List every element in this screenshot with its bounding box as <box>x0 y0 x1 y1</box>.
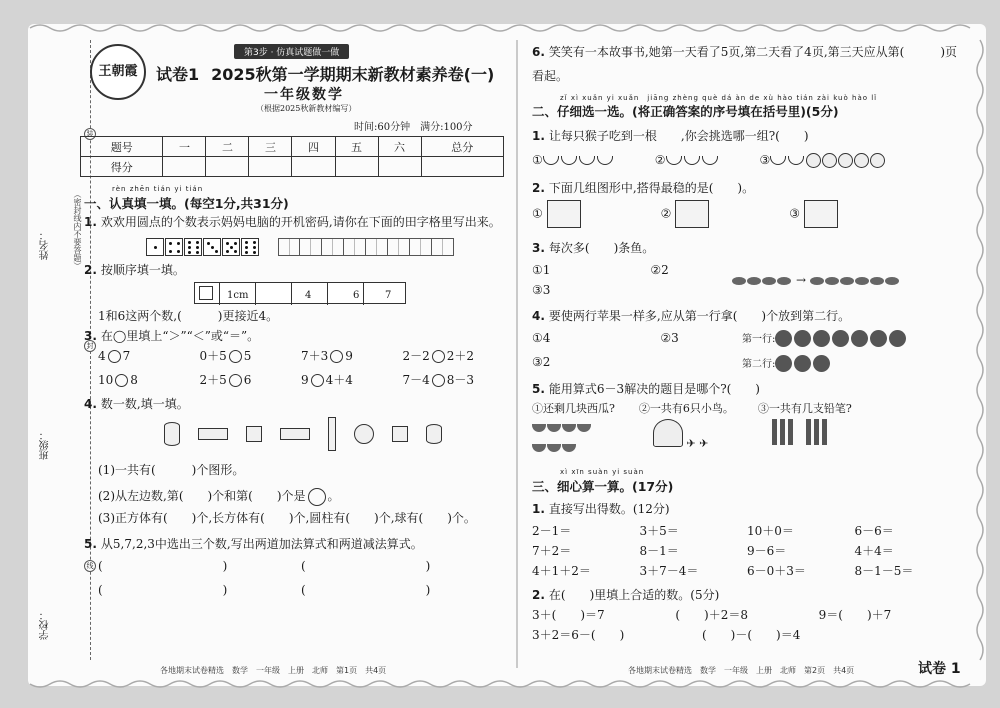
pencil-icon <box>814 419 819 445</box>
apple-row-label: 第一行: <box>742 334 776 345</box>
score-blank[interactable] <box>206 157 249 177</box>
watermelon-icon <box>562 444 576 452</box>
option-3[interactable]: ③3 <box>532 283 551 297</box>
section-3-pinyin: xì xīn suàn yi suàn <box>560 468 645 476</box>
step-banner: 第3步 · 仿真试题做一做 <box>234 44 349 59</box>
answer-grid-cell[interactable] <box>300 238 322 256</box>
monkey-icon <box>854 153 869 168</box>
score-cell: 题号 <box>81 137 163 157</box>
compare-item: 9 4＋4 <box>301 373 353 387</box>
question-text: (2)从左边数,第( )个和第( )个是 <box>98 489 306 503</box>
equation-blank[interactable]: ( ) <box>98 583 228 597</box>
sphere-icon <box>308 488 326 506</box>
fish-figure: → <box>732 270 900 290</box>
option-2[interactable]: ②2 <box>650 263 669 277</box>
banana-icon <box>561 156 577 165</box>
option-3[interactable]: ③ <box>760 150 887 170</box>
question-text: 每次多( )条鱼。 <box>548 241 655 255</box>
footer-left: 各地期末试卷精选 数学 一年级 上册 北师 第1页 共4页 <box>160 666 387 675</box>
question-number: 6. <box>532 45 545 59</box>
name-label: 姓名： <box>40 230 51 260</box>
question-2-1 <box>532 126 962 146</box>
dice-icon <box>241 238 259 256</box>
question-1-5 <box>84 534 504 554</box>
question-number: 1. <box>84 215 97 229</box>
compare-circle[interactable] <box>229 374 242 387</box>
fill-item[interactable]: 3＋( )＝7 <box>532 608 605 622</box>
question-3-2 <box>532 585 962 605</box>
question-number: 2. <box>84 263 97 277</box>
score-blank[interactable] <box>335 157 378 177</box>
compare-circle[interactable] <box>229 350 242 363</box>
score-label: 得分 <box>81 157 163 177</box>
question-text: 在( )里填上合适的数。(5分) <box>548 588 720 602</box>
question-text: 在◯里填上“＞”“＜”或“＝”。 <box>100 329 260 343</box>
option-2[interactable]: ②一共有6只小鸟。 ✈ ✈ <box>638 402 734 450</box>
paper-title <box>156 62 494 85</box>
option-3[interactable]: ③一共有几支铅笔? <box>758 399 852 459</box>
dice-icon <box>184 238 202 256</box>
fish-icon <box>777 277 791 285</box>
answer-grid-cell[interactable] <box>388 238 410 256</box>
bird-icon: ✈ ✈ <box>686 437 709 450</box>
arith-item[interactable]: 4＋1＋2＝ <box>532 564 591 578</box>
question-text: 按顺序填一填。 <box>100 263 185 277</box>
arith-item[interactable]: 6－6＝ <box>854 524 894 538</box>
option-1[interactable]: ①4 <box>532 331 551 345</box>
compare-item: 2＋5 6 <box>199 373 252 387</box>
fish-icon <box>810 277 824 285</box>
question-text: 笑笑有一本故事书,她第一天看了5页,第二天看了4页,第三天应从第( )页看起。 <box>532 45 958 83</box>
cylinder-icon <box>164 422 180 446</box>
question-text: 。 <box>327 489 340 503</box>
arith-row <box>532 521 962 541</box>
cuboid-icon <box>328 417 336 451</box>
score-cell: 四 <box>292 137 335 157</box>
fill-item[interactable]: 9＝( )＋7 <box>818 608 892 622</box>
section-2-title-text: 二、仔细选一选。(将正确答案的序号填在括号里)(5分) <box>532 104 839 119</box>
seal-mark: 装 <box>84 128 96 140</box>
fill-item[interactable]: 3＋2＝6－( ) <box>532 628 625 642</box>
banana-icon <box>702 156 718 165</box>
stacked-blocks-icon <box>804 200 838 228</box>
arith-item[interactable]: 8－1＝ <box>639 544 679 558</box>
score-cell: 总分 <box>421 137 503 157</box>
arith-item[interactable]: 2－1＝ <box>532 524 572 538</box>
watermelon-icon <box>532 424 546 432</box>
ruler-label: 1cm <box>227 290 249 301</box>
binding-strip <box>32 40 94 670</box>
stacked-blocks-icon <box>547 200 581 228</box>
option-2[interactable]: ②3 <box>660 331 679 345</box>
class-label: 班级： <box>40 430 51 460</box>
fish-icon <box>870 277 884 285</box>
section-3-title-text: 三、细心算一算。(17分) <box>532 479 674 494</box>
question-1-4 <box>84 394 504 414</box>
fish-icon <box>732 277 746 285</box>
paper-header <box>84 40 504 174</box>
banana-icon <box>543 156 559 165</box>
apple-icon <box>832 330 849 347</box>
compare-row-2 <box>84 370 504 390</box>
question-text: 欢欢用圆点的个数表示妈妈电脑的开机密码,请你在下面的田字格里写出来。 <box>100 215 501 229</box>
answer-grid-cell[interactable] <box>366 238 388 256</box>
right-column <box>532 40 962 645</box>
cylinder-icon <box>426 424 442 444</box>
ruler-label: 7 <box>385 290 392 301</box>
fish-icon <box>855 277 869 285</box>
question-number: 4. <box>532 309 545 323</box>
score-table <box>80 136 504 177</box>
question-2-5 <box>532 379 962 399</box>
apple-icon <box>870 330 887 347</box>
compare-item: 0＋5 5 <box>199 349 252 363</box>
ruler-row <box>194 282 504 304</box>
ruler-blank[interactable] <box>199 286 213 300</box>
school-label: 学校： <box>40 610 51 640</box>
question-1-2 <box>84 260 504 280</box>
fish-icon <box>747 277 761 285</box>
compare-circle[interactable] <box>432 350 445 363</box>
arith-item[interactable]: 9－6＝ <box>747 544 787 558</box>
fill-row <box>532 625 962 645</box>
banana-icon <box>666 156 682 165</box>
question-2-2 <box>532 178 962 198</box>
text-options <box>532 328 742 375</box>
arith-item[interactable]: 8－1－5＝ <box>854 564 914 578</box>
question-2-3 <box>532 238 962 258</box>
apple-icon <box>851 330 868 347</box>
question-2-3-options <box>532 260 962 300</box>
text-options <box>532 260 692 300</box>
monkey-icon <box>806 153 821 168</box>
compare-item: 2－2 2＋2 <box>402 349 475 363</box>
fish-icon <box>840 277 854 285</box>
question-number: 3. <box>532 241 545 255</box>
question-2-4-options <box>532 328 962 375</box>
tree-icon <box>653 419 683 447</box>
section-2-pinyin: zǐ xì xuǎn yi xuǎn jiāng zhèng què dá àn de xù hào tián zài kuò hào lǐ <box>560 94 878 102</box>
answer-grid-cell[interactable] <box>322 238 344 256</box>
compare-item: 10 8 <box>98 373 138 387</box>
answer-grid-cell[interactable] <box>278 238 300 256</box>
apple-icon <box>813 330 830 347</box>
pencil-icon <box>822 419 827 445</box>
sphere-icon <box>354 424 374 444</box>
apple-figure <box>742 328 908 375</box>
option-1[interactable]: ①1 <box>532 263 551 277</box>
fish-icon <box>885 277 899 285</box>
score-value-row <box>81 157 504 177</box>
cuboid-icon <box>280 428 310 440</box>
banana-icon <box>684 156 700 165</box>
question-number: 1. <box>532 502 545 516</box>
answer-grid-cell[interactable] <box>410 238 432 256</box>
section-3-title <box>532 468 962 495</box>
dice-grid-row <box>146 236 504 256</box>
compare-circle[interactable] <box>108 350 121 363</box>
question-text: 让每只猴子吃到一根 ,你会挑选哪一组?( ) <box>548 129 809 143</box>
monkey-icon <box>822 153 837 168</box>
dice-icon <box>165 238 183 256</box>
arith-item[interactable]: 10＋0＝ <box>747 524 794 538</box>
option-2[interactable]: ② <box>655 150 720 170</box>
seal-mark: 封 <box>84 340 96 352</box>
pencil-icon <box>780 419 785 445</box>
compare-circle[interactable] <box>432 374 445 387</box>
monkey-icon <box>870 153 885 168</box>
question-2-5-options <box>532 399 962 459</box>
arith-item[interactable]: 3＋5＝ <box>639 524 679 538</box>
question-1-4b <box>84 486 504 506</box>
fill-item[interactable]: ( )＋2＝8 <box>675 608 748 622</box>
question-number: 5. <box>84 537 97 551</box>
option-1[interactable]: ① <box>532 150 615 170</box>
score-blank[interactable] <box>292 157 335 177</box>
equation-blanks-row <box>84 556 504 576</box>
compare-circle[interactable] <box>330 350 343 363</box>
fill-item[interactable]: ( )－( )＝4 <box>702 628 801 642</box>
question-text: 要使两行苹果一样多,应从第一行拿( )个放到第二行。 <box>548 309 851 323</box>
paper-number: 试卷1 <box>156 65 200 84</box>
option-3[interactable]: ③2 <box>532 355 551 369</box>
compare-item: 4 7 <box>98 349 131 363</box>
answer-grid-cell[interactable] <box>432 238 454 256</box>
ruler-figure <box>194 282 406 304</box>
question-1-4a: (1)一共有( )个图形。 <box>98 463 245 477</box>
stacked-blocks-icon <box>675 200 709 228</box>
answer-grid-cell[interactable] <box>344 238 366 256</box>
watermelon-icon <box>577 424 591 432</box>
section-1-title-text: 一、认真填一填。(每空1分,共31分) <box>84 196 289 211</box>
paper-title-text: 2025秋第一学期期末新教材素养卷(一) <box>211 65 495 84</box>
apple-icon <box>889 330 906 347</box>
question-1-3 <box>84 326 504 346</box>
apple-icon <box>775 330 792 347</box>
question-number: 2. <box>532 588 545 602</box>
arith-row <box>532 541 962 561</box>
compare-item: 7＋3 9 <box>301 349 353 363</box>
question-1-4c: (3)正方体有( )个,长方体有( )个,圆柱有( )个,球有( )个。 <box>98 511 476 525</box>
compare-item: 7－4 8－3 <box>402 373 475 387</box>
question-3-1 <box>532 499 962 519</box>
option-2[interactable]: ② <box>661 200 710 228</box>
question-text: 从5,7,2,3中选出三个数,写出两道加法算式和两道减法算式。 <box>100 537 423 551</box>
score-cell: 五 <box>335 137 378 157</box>
footer-right: 各地期末试卷精选 数学 一年级 上册 北师 第2页 共4页 <box>628 666 855 675</box>
monkey-icon <box>838 153 853 168</box>
question-1-1 <box>84 212 504 232</box>
seal-mark: 线 <box>84 560 96 572</box>
question-1-2-fill: 1和6这两个数,( )更接近4。 <box>98 309 279 323</box>
question-2-2-options <box>532 200 962 228</box>
arith-row <box>532 561 962 581</box>
question-number: 1. <box>532 129 545 143</box>
section-1-pinyin: rèn zhēn tián yi tián <box>112 185 204 193</box>
time-info: 时间:60分钟 满分:100分 <box>354 122 473 133</box>
question-1-6 <box>532 40 962 88</box>
option-3[interactable]: ③ <box>789 200 838 228</box>
banana-icon <box>579 156 595 165</box>
equation-blank[interactable]: ( ) <box>301 583 431 597</box>
seal-note: （密封线内不要答题） <box>73 190 82 270</box>
grade-subject: 一年级数学 <box>264 87 344 103</box>
equation-blank[interactable]: ( ) <box>98 559 228 573</box>
pencil-icon <box>772 419 777 445</box>
arith-item[interactable]: 4＋4＝ <box>854 544 894 558</box>
arith-item[interactable]: 7＋2＝ <box>532 544 572 558</box>
section-2-title <box>532 94 962 120</box>
banana-icon <box>597 156 613 165</box>
score-cell: 三 <box>249 137 292 157</box>
cube-icon <box>392 426 408 442</box>
ruler-label: 6 <box>353 290 360 301</box>
option-1[interactable]: ①还剩几块西瓜? <box>532 399 615 459</box>
compare-circle[interactable] <box>115 374 128 387</box>
brand-logo: 王朝霞 <box>90 44 146 100</box>
arith-item[interactable]: 3＋7－4＝ <box>639 564 699 578</box>
question-2-4 <box>532 306 962 326</box>
score-blank[interactable] <box>249 157 292 177</box>
basis-note: （根据2025秋新教材编写） <box>256 104 357 113</box>
question-text: 数一数,填一填。 <box>100 397 189 411</box>
cube-icon <box>246 426 262 442</box>
pencil-icon <box>788 419 793 445</box>
question-2-1-options <box>532 150 962 170</box>
apple-icon <box>813 355 830 372</box>
apple-icon <box>794 355 811 372</box>
fish-icon <box>825 277 839 285</box>
question-text: 直接写出得数。(12分) <box>548 502 670 516</box>
question-number: 3. <box>84 329 97 343</box>
banana-icon <box>770 156 786 165</box>
banana-icon <box>788 156 804 165</box>
apple-icon <box>775 355 792 372</box>
score-cell: 二 <box>206 137 249 157</box>
equation-blanks-row <box>84 580 504 600</box>
dice-icon <box>203 238 221 256</box>
score-blank[interactable] <box>378 157 421 177</box>
option-1[interactable]: ① <box>532 200 581 228</box>
watermelon-icon <box>547 424 561 432</box>
cuboid-icon <box>198 428 228 440</box>
paper-badge: 试卷 1 <box>918 661 961 677</box>
apple-row-label: 第二行: <box>742 359 776 370</box>
watermelon-icon <box>532 444 546 452</box>
question-number: 2. <box>532 181 545 195</box>
dice-icon <box>222 238 240 256</box>
score-header-row <box>81 137 504 157</box>
watermelon-icon <box>562 424 576 432</box>
compare-circle[interactable] <box>311 374 324 387</box>
left-column <box>84 40 504 600</box>
score-blank[interactable] <box>163 157 206 177</box>
apple-icon <box>794 330 811 347</box>
arith-item[interactable]: 6－0＋3＝ <box>747 564 806 578</box>
question-text: 下面几组图形中,搭得最稳的是( )。 <box>548 181 755 195</box>
section-1-title <box>84 185 504 212</box>
equation-blank[interactable]: ( ) <box>301 559 431 573</box>
watermelon-icon <box>547 444 561 452</box>
dice-icon <box>146 238 164 256</box>
compare-row-1 <box>84 346 504 366</box>
question-text: 能用算式6－3解决的题目是哪个?( ) <box>548 382 760 396</box>
score-cell: 六 <box>378 137 421 157</box>
question-number: 5. <box>532 382 545 396</box>
score-cell: 一 <box>163 137 206 157</box>
pencil-icon <box>806 419 811 445</box>
shapes-row <box>84 414 504 454</box>
fill-row <box>532 605 962 625</box>
question-number: 4. <box>84 397 97 411</box>
fish-icon <box>762 277 776 285</box>
score-blank[interactable] <box>421 157 503 177</box>
ruler-label: 4 <box>305 290 312 301</box>
